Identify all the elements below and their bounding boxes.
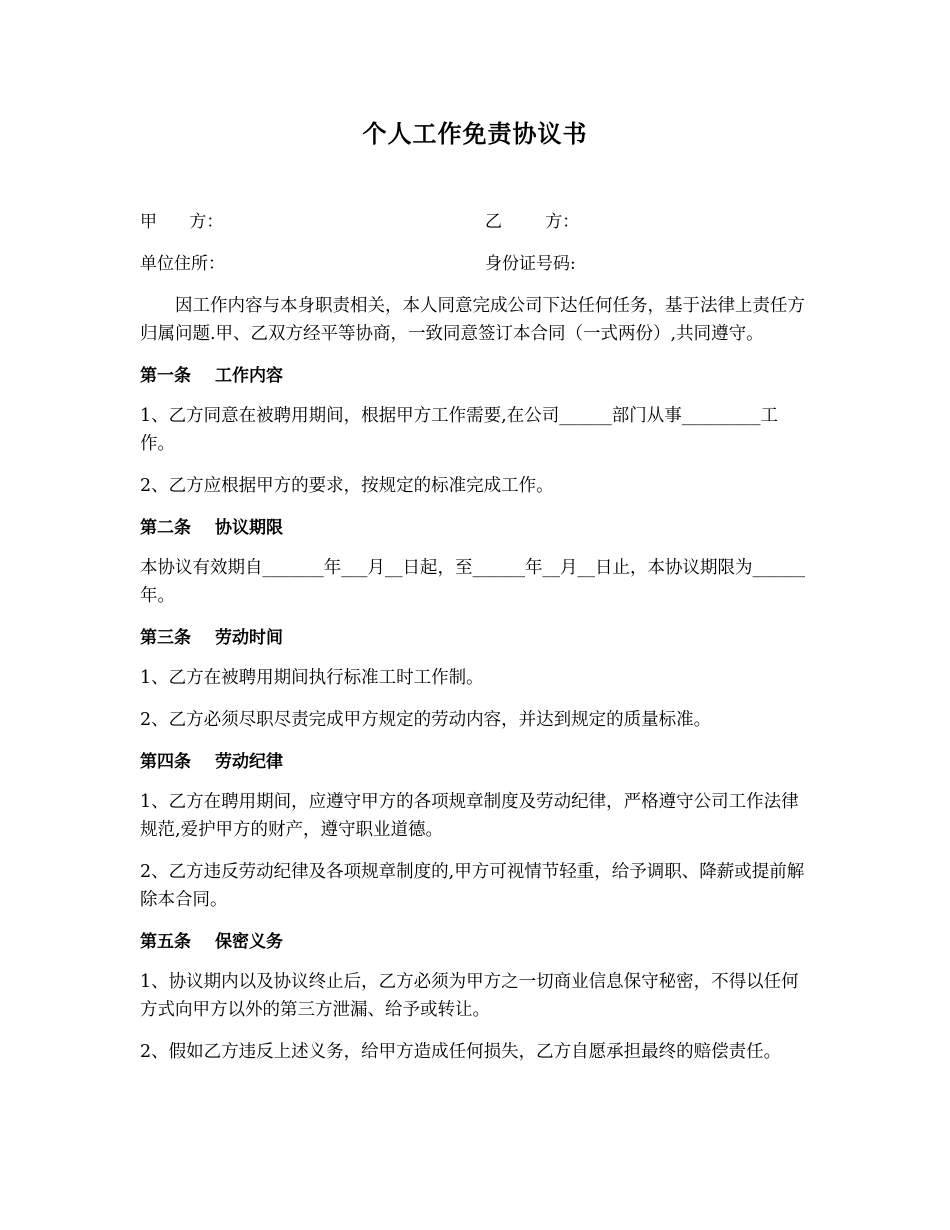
- section-heading: [140, 362, 808, 390]
- section-paragraph: 2、假如乙方违反上述义务，给甲方造成任何损失，乙方自愿承担最终的赔偿责任。: [140, 1042, 782, 1062]
- section-title: 保密义务: [215, 932, 283, 952]
- section-paragraph: 1、乙方在聘用期间，应遵守甲方的各项规章制度及劳动纪律，严格遵守公司工作法律规范,爱护甲方的财产，遵守职业道德。: [140, 792, 799, 840]
- document-body: [140, 292, 808, 1080]
- section-title: 协议期限: [215, 518, 283, 538]
- id-number-label: 身份证号码:: [485, 254, 576, 274]
- section-paragraph: 1、乙方在被聘用期间执行标准工时工作制。: [140, 668, 484, 688]
- section-paragraph: 2、乙方必须尽职尽责完成甲方规定的劳动内容，并达到规定的质量标准。: [140, 710, 712, 730]
- section-title: 劳动时间: [215, 628, 283, 648]
- address-label: 单位住所：: [140, 254, 225, 274]
- section-heading: [140, 928, 808, 956]
- section-number: 第四条: [140, 752, 191, 772]
- section-number: 第三条: [140, 628, 191, 648]
- intro-paragraph: 因工作内容与本身职责相关，本人同意完成公司下达任何任务，基于法律上责任方归属问题.甲、乙双方经平等协商，一致同意签订本合同（一式两份）,共同遵守。: [140, 296, 805, 344]
- document-title: 个人工作免责协议书: [362, 120, 588, 148]
- party-b-label: 乙 方：: [485, 212, 580, 232]
- section-number: 第一条: [140, 366, 191, 386]
- section-heading: [140, 514, 808, 542]
- section-number: 第二条: [140, 518, 191, 538]
- section-title: 工作内容: [215, 366, 283, 386]
- section-paragraph: 1、乙方同意在被聘用期间，根据甲方工作需要,在公司______部门从事_________工作。: [140, 406, 778, 454]
- party-a-label: 甲 方：: [140, 212, 224, 232]
- section-heading: [140, 624, 808, 652]
- section-paragraph: 1、协议期内以及协议终止后，乙方必须为甲方之一切商业信息保守秘密，不得以任何方式向甲方以外的第三方泄漏、给予或转让。: [140, 972, 799, 1020]
- section-title: 劳动纪律: [215, 752, 283, 772]
- section-heading: [140, 748, 808, 776]
- section-number: 第五条: [140, 932, 191, 952]
- section-paragraph: 2、乙方应根据甲方的要求，按规定的标准完成工作。: [140, 476, 554, 496]
- section-paragraph: 2、乙方违反劳动纪律及各项规章制度的,甲方可视情节轻重，给予调职、降薪或提前解除本合同。: [140, 862, 805, 910]
- section-paragraph: 本协议有效期自_______年___月__日起，至______年__月__日止，本协议期限为______年。: [140, 558, 805, 606]
